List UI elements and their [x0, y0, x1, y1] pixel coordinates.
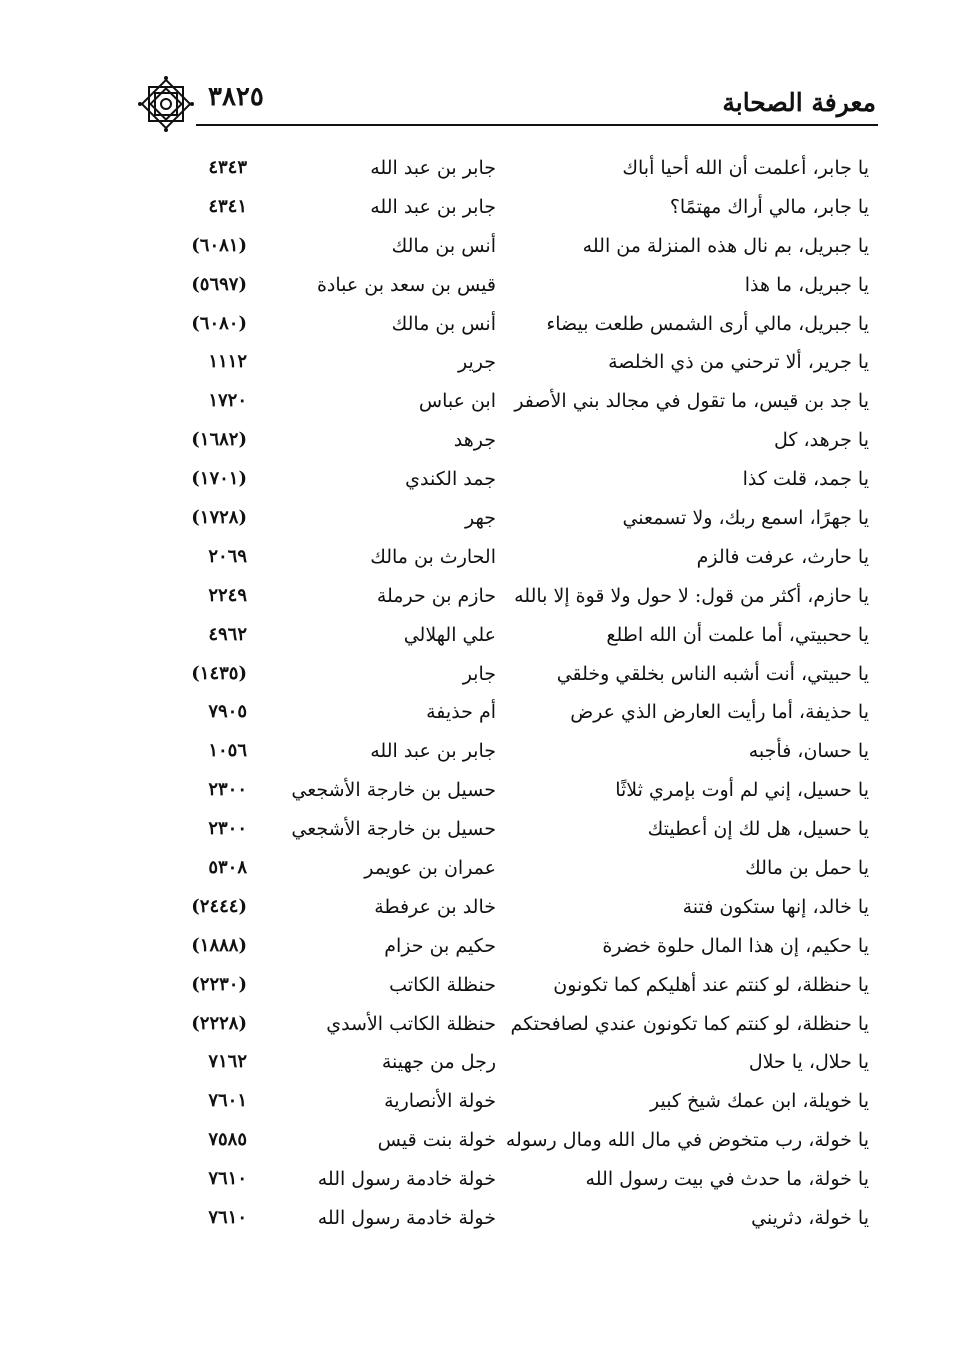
index-entry	[0, 931, 961, 970]
hadith-text: يا حارث، عرفت فالزم	[696, 545, 869, 568]
page-header	[130, 78, 880, 126]
hadith-text: يا جد بن قيس، ما تقول في مجالد بني الأصفر	[514, 390, 869, 413]
index-entry	[0, 309, 961, 348]
narrator-name: حازم بن حرملة	[376, 584, 496, 607]
hadith-text: يا حنظلة، لو كنتم عند أهليكم كما تكونون	[553, 973, 869, 996]
index-entry	[0, 1125, 961, 1164]
hadith-text: يا جبريل، ما هذا	[744, 273, 869, 296]
hadith-number: (٦٠٨١)	[191, 234, 247, 256]
index-entry	[0, 386, 961, 425]
index-entry	[0, 620, 961, 659]
hadith-text: يا جابر، مالي أراك مهتمًا؟	[669, 195, 869, 218]
narrator-name: حسيل بن خارجة الأشجعي	[291, 779, 496, 802]
hadith-number: (١٧٢٨)	[191, 507, 247, 529]
narrator-name: قيس بن سعد بن عبادة	[316, 273, 496, 296]
hadith-text: يا خويلة، ابن عمك شيخ كبير	[649, 1090, 869, 1113]
narrator-name: حكيم بن حزام	[384, 934, 496, 957]
index-entry	[0, 542, 961, 581]
hadith-text: يا حازم، أكثر من قول: لا حول ولا قوة إلا بالله	[514, 584, 869, 607]
index-entry	[0, 1164, 961, 1203]
index-entry	[0, 736, 961, 775]
index-entry	[0, 853, 961, 892]
index-entry	[0, 1009, 961, 1048]
hadith-text: يا حمل بن مالك	[745, 857, 869, 880]
index-entry	[0, 581, 961, 620]
hadith-number: ١٠٥٦	[208, 740, 247, 762]
narrator-name: جرهد	[453, 429, 496, 452]
index-entry	[0, 775, 961, 814]
hadith-number: ٧٩٠٥	[208, 701, 247, 723]
index-entry	[0, 347, 961, 386]
page-number: ٣٨٢٥	[208, 82, 264, 112]
index-list	[0, 153, 961, 1242]
hadith-number: ٤٣٤١	[208, 195, 247, 217]
index-entry	[0, 270, 961, 309]
narrator-name: عمران بن عويمر	[364, 857, 496, 880]
hadith-text: يا جمد، قلت كذا	[742, 468, 869, 491]
hadith-text: يا جبريل، مالي أرى الشمس طلعت بيضاء	[546, 312, 869, 335]
narrator-name: خولة بنت قيس	[377, 1129, 496, 1152]
hadith-number: (٥٦٩٧)	[191, 273, 247, 295]
index-entry	[0, 425, 961, 464]
narrator-name: حنظلة الكاتب	[389, 973, 496, 996]
star-ornament-icon	[136, 74, 196, 134]
index-entry	[0, 1203, 961, 1242]
hadith-number: ٤٣٤٣	[208, 157, 247, 178]
hadith-text: يا حسيل، هل لك إن أعطيتك	[647, 818, 869, 841]
hadith-text: يا جرير، ألا ترحني من ذي الخلصة	[608, 351, 869, 374]
narrator-name: حنظلة الكاتب الأسدي	[326, 1012, 496, 1035]
hadith-text: يا خولة، دثريني	[751, 1207, 869, 1230]
hadith-number: ٢٣٠٠	[208, 779, 247, 801]
hadith-number: ٢٣٠٠	[208, 818, 247, 840]
narrator-name: خولة خادمة رسول الله	[317, 1207, 496, 1230]
hadith-number: ٥٣٠٨	[208, 857, 247, 879]
hadith-text: يا جرهد، كل	[774, 429, 869, 452]
index-entry	[0, 153, 961, 192]
hadith-number: ٤٩٦٢	[208, 623, 247, 645]
hadith-text: يا خالد، إنها ستكون فتنة	[682, 895, 869, 918]
hadith-text: يا حكيم، إن هذا المال حلوة خضرة	[602, 934, 869, 957]
index-entry	[0, 697, 961, 736]
hadith-text: يا جبريل، بم نال هذه المنزلة من الله	[582, 234, 869, 257]
index-entry	[0, 231, 961, 270]
hadith-number: (١٨٨٨)	[191, 934, 247, 956]
index-entry	[0, 464, 961, 503]
narrator-name: جابر بن عبد الله	[370, 195, 496, 218]
narrator-name: الحارث بن مالك	[370, 545, 496, 568]
narrator-name: رجل من جهينة	[381, 1051, 496, 1074]
narrator-name: خالد بن عرفطة	[374, 895, 496, 918]
hadith-text: يا حنظلة، لو كنتم كما تكونون عندي لصافحتكم	[510, 1012, 869, 1035]
narrator-name: خولة خادمة رسول الله	[317, 1168, 496, 1191]
narrator-name: علي الهلالي	[403, 623, 496, 646]
narrator-name: جرير	[458, 351, 496, 374]
hadith-number: ٢٠٦٩	[208, 545, 247, 567]
narrator-name: جهر	[465, 507, 496, 530]
narrator-name: أنس بن مالك	[391, 312, 496, 335]
page-title: معرفة الصحابة	[722, 88, 876, 117]
hadith-number: ٧٦٠١	[208, 1090, 247, 1112]
hadith-number: ٧٦١٠	[208, 1207, 247, 1229]
hadith-number: (١٧٠١)	[191, 468, 247, 490]
hadith-number: ٧١٦٢	[208, 1051, 247, 1073]
narrator-name: خولة الأنصارية	[384, 1090, 496, 1113]
index-entry	[0, 659, 961, 698]
narrator-name: أنس بن مالك	[391, 234, 496, 257]
index-entry	[0, 503, 961, 542]
hadith-text: يا خولة، رب متخوض في مال الله ومال رسوله	[505, 1129, 869, 1152]
index-entry	[0, 892, 961, 931]
index-entry	[0, 192, 961, 231]
hadith-number: ١١١٢	[208, 351, 247, 373]
hadith-number: (٢٢٣٠)	[191, 973, 247, 995]
hadith-text: يا جابر، أعلمت أن الله أحيا أباك	[622, 157, 869, 179]
narrator-name: جابر بن عبد الله	[370, 740, 496, 763]
index-entry	[0, 1086, 961, 1125]
hadith-number: ٧٦١٠	[208, 1168, 247, 1190]
narrator-name: جمد الكندي	[405, 468, 496, 491]
narrator-name: جابر	[462, 662, 496, 685]
hadith-number: (١٦٨٢)	[191, 429, 247, 451]
narrator-name: أم حذيفة	[426, 701, 496, 724]
hadith-text: يا جهرًا، اسمع ربك، ولا تسمعني	[622, 507, 869, 530]
hadith-number: (٢٤٤٤)	[191, 895, 247, 917]
hadith-text: يا حذيفة، أما رأيت العارض الذي عرض	[570, 701, 869, 724]
hadith-text: يا حسيل، إني لم أوت بإمري ثلاثًا	[615, 779, 869, 802]
hadith-number: ٢٢٤٩	[208, 584, 247, 606]
narrator-name: حسيل بن خارجة الأشجعي	[291, 818, 496, 841]
hadith-text: يا حسان، فأجبه	[748, 740, 869, 763]
hadith-text: يا خولة، ما حدث في بيت رسول الله	[585, 1168, 869, 1191]
index-entry	[0, 814, 961, 853]
header-divider	[196, 124, 878, 126]
hadith-number: (٢٢٢٨)	[191, 1012, 247, 1034]
index-entry	[0, 1047, 961, 1086]
hadith-number: (٦٠٨٠)	[191, 312, 247, 334]
narrator-name: ابن عباس	[418, 390, 496, 413]
hadith-number: ٧٥٨٥	[208, 1129, 247, 1151]
hadith-text: يا ححبيتي، أما علمت أن الله اطلع	[606, 623, 869, 646]
hadith-number: ١٧٢٠	[208, 390, 247, 412]
narrator-name: جابر بن عبد الله	[370, 157, 496, 179]
hadith-number: (١٤٣٥)	[191, 662, 247, 684]
index-entry	[0, 970, 961, 1009]
hadith-text: يا حلال، يا حلال	[748, 1051, 869, 1074]
hadith-text: يا حبيتي، أنت أشبه الناس بخلقي وخلقي	[556, 662, 869, 685]
